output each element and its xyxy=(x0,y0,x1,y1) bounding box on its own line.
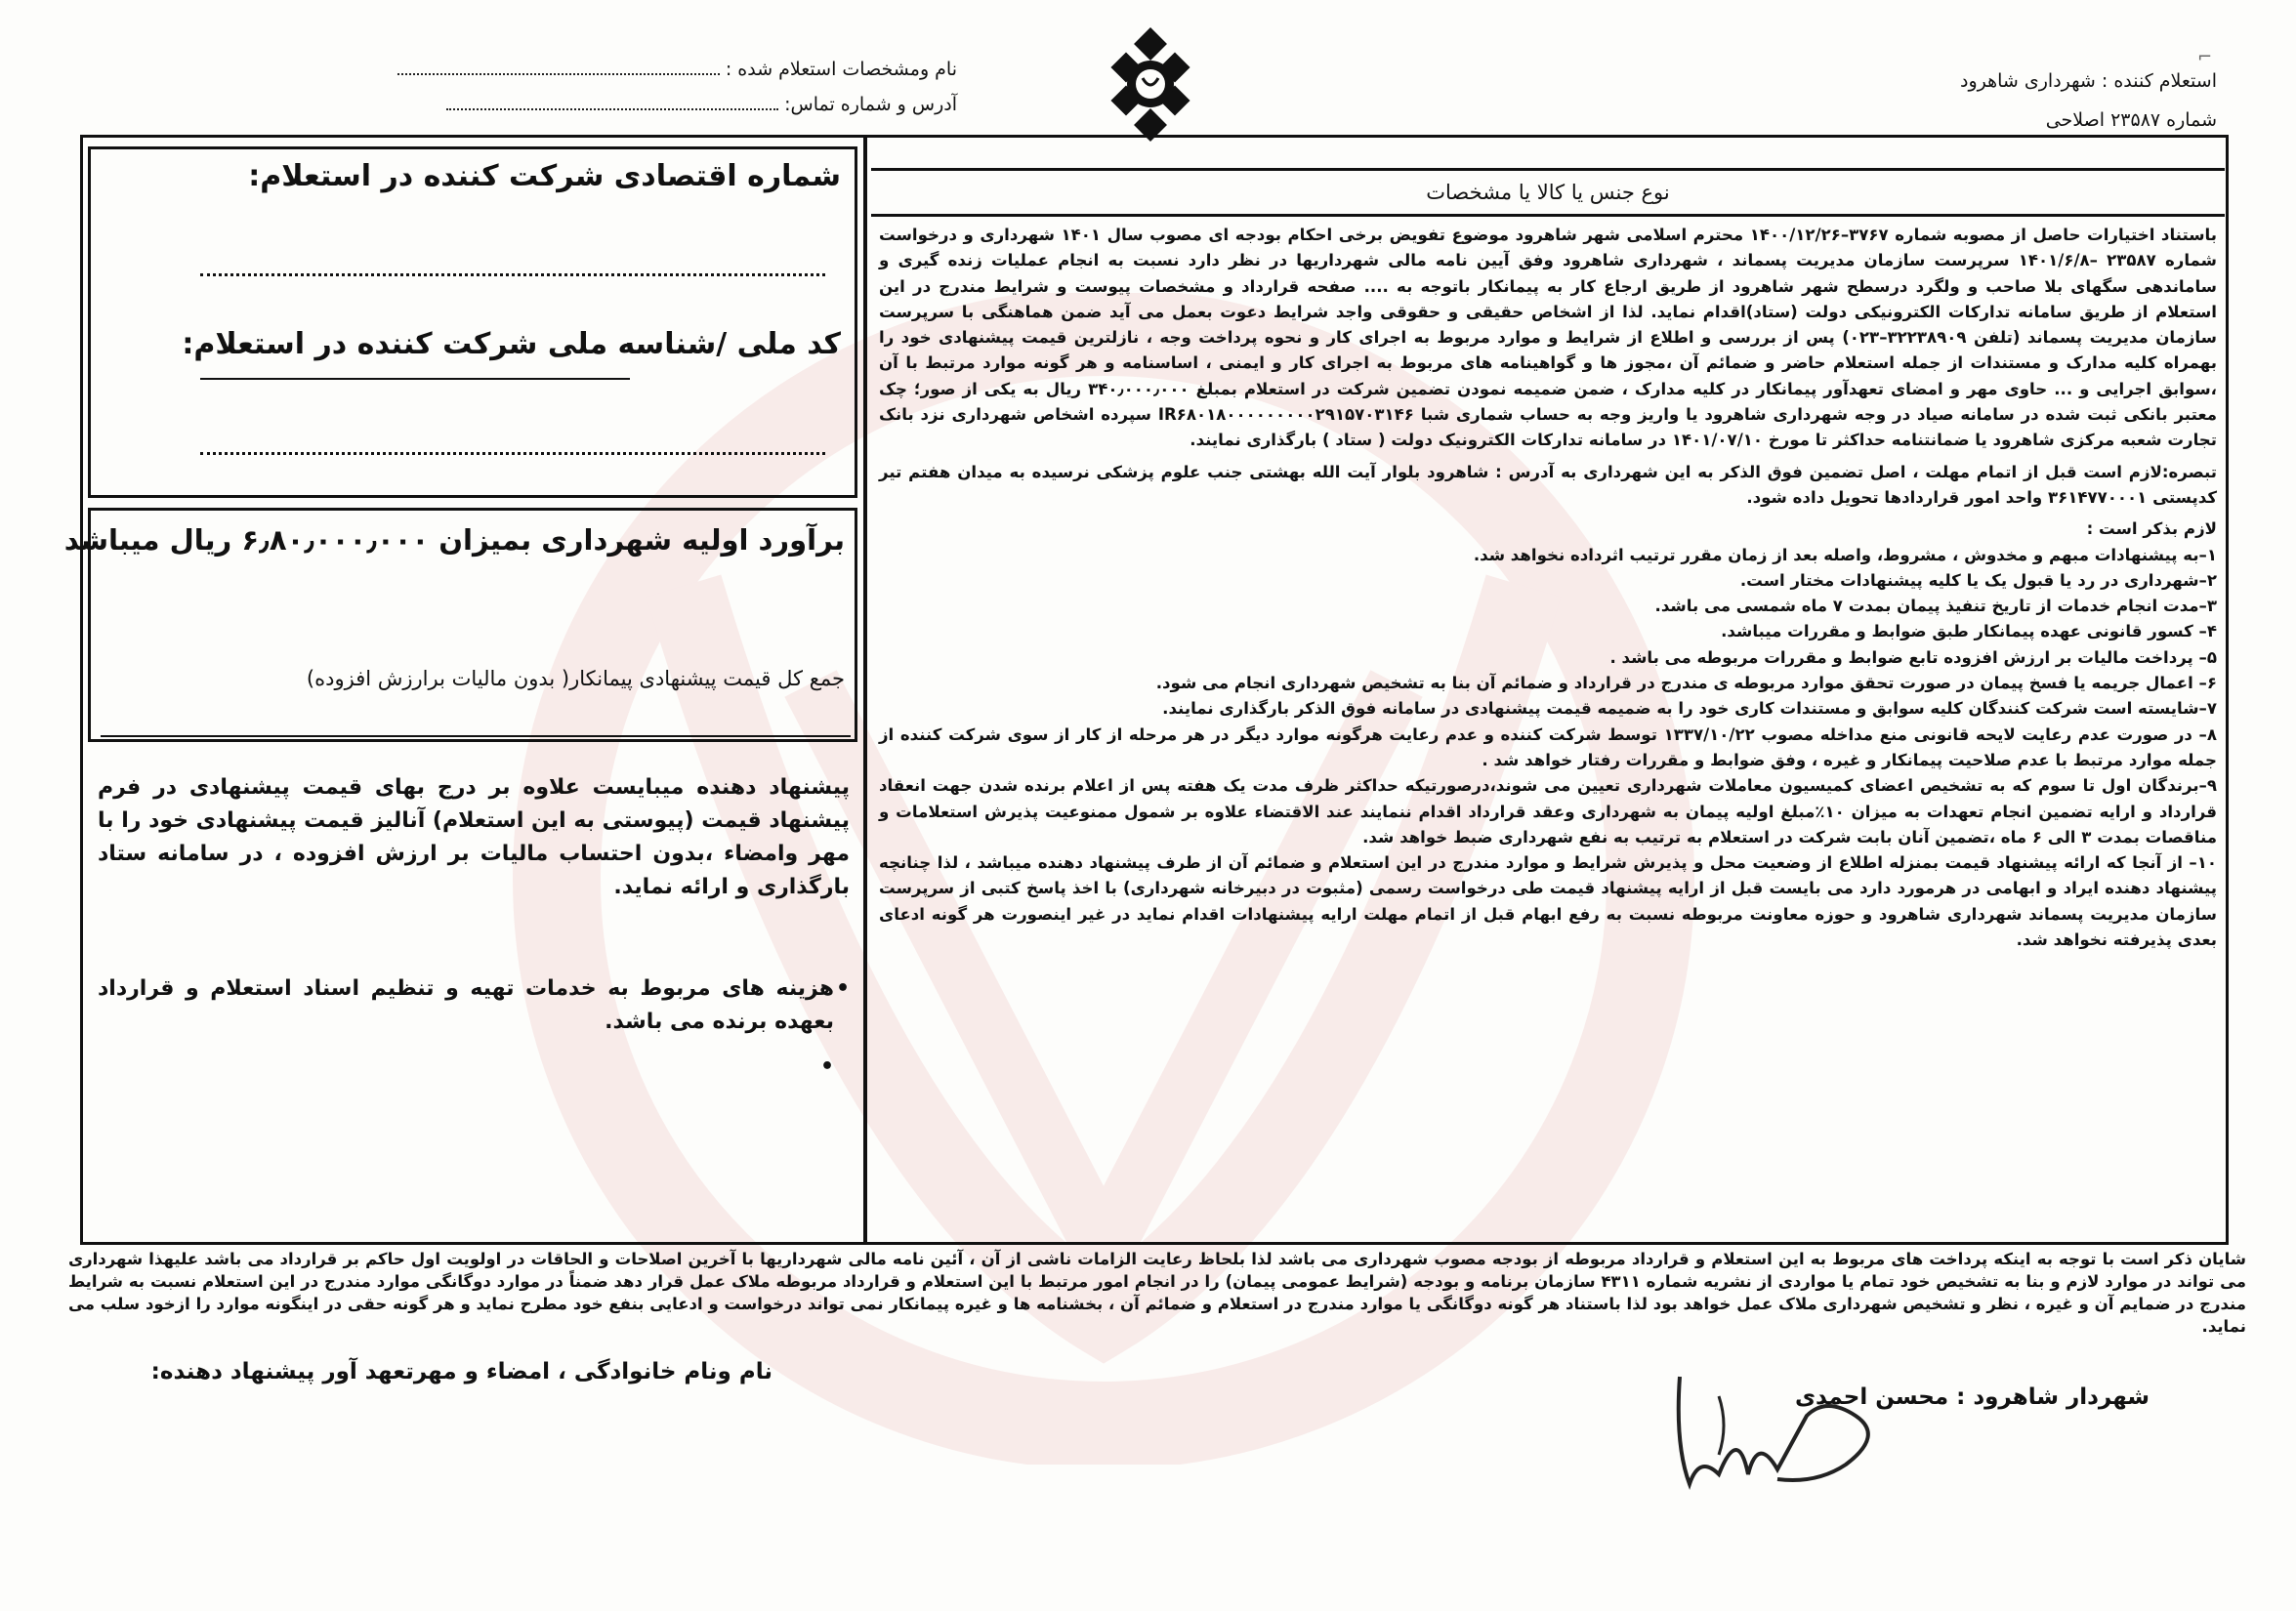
left-note-analysis xyxy=(98,771,850,904)
list-item: ۱–به پیشنهادات مبهم و مخدوش ، مشروط، واصله بعد از زمان مقرر ترتیب اثرداده نخواهد شد. xyxy=(1473,545,2217,564)
list-item: ۶– اعمال جریمه یا فسخ پیمان در صورت تحقق موارد مربوطه ی مندرج در قرارداد و ضمائم آن بنا به تشخیص شهرداری انجام می شود. xyxy=(1155,674,2217,693)
national-id-title: کد ملی /شناسه ملی شرکت کننده در استعلام: xyxy=(182,327,841,361)
total-price-label: جمع کل قیمت پیشنهادی پیمانکار( بدون مالیات برارزش افزوده) xyxy=(306,667,845,690)
inquired-name-row xyxy=(361,57,957,82)
address-field[interactable] xyxy=(446,108,778,110)
estimate-box xyxy=(63,508,857,742)
address-row xyxy=(361,92,957,117)
mayor-label: شهردار شاهرود : محسن احمدی xyxy=(1794,1384,2150,1410)
list-item: ۷–شایسته است شرکت کنندگان کلیه سوابق و مستندات کاری خود را به ضمیمه قیمت پیشنهادی در سامانه فوق الذکر بارگذاری نمایند. xyxy=(1162,699,2217,719)
economic-code-field[interactable] xyxy=(200,271,825,276)
inquired-name-field[interactable] xyxy=(397,73,720,75)
reference-number: شماره ۲۳۵۸۷ اصلاحی xyxy=(2045,109,2217,131)
inquiry-body xyxy=(879,223,2217,953)
national-id-underline xyxy=(200,376,630,380)
initial-estimate: برآورد اولیه شهرداری بمیزان ۶٫۸۰٫۰۰۰٫۰۰۰ ریال میباشد xyxy=(63,523,845,557)
left-note-costs xyxy=(98,972,850,1039)
inquirer-label: استعلام کننده : شهرداری شاهرود xyxy=(1960,70,2217,92)
bullet-icon: • xyxy=(835,976,850,1001)
list-item: ۱۰– از آنجا که ارائه پیشنهاد قیمت بمنزله اطلاع از وضعیت محل و پذیرش شرایط و موارد مندرج در این استعلام و ضمائم آن از طرف پیشنهاد دهنده میباشد ، لذا چنانچه پیشنهاد دهنده ایراد و ابهامی در هرمورد دارد می بایست قبل از ارایه پیشنهاد قیمت طی درخواست رسمی (مثبوت در دبیرخانه شهرداری) با اخذ پاسخ کتبی از سرپرست سازمان مدیریت پسماند شهرداری شاهرود و حوزه معاونت مربوطه نسبت به رفع ابهام قبل از اتمام مهلت ارایه پیشنهادات اقدام نماید در غیر اینصورت هر گونه ادعای بعدی پذیرفته نخواهد شد. xyxy=(879,853,2217,950)
list-item: ۸– در صورت عدم رعایت لایحه قانونی منع مداخله مصوب ۱۳۳۷/۱۰/۲۲ توسط شرکت کننده و عدم رعایت هرگونه موارد دیگر در هر مرحله از کار از سوی شرکت کننده از جمله موارد مرتبط با عدم صلاحیت پیمانکار و غیره ، وفق ضوابط و مقررات رفتار خواهد شد . xyxy=(879,724,2217,769)
list-item: ۳–مدت انجام خدمات از تاریخ تنفیذ پیمان بمدت ۷ ماه شمسی می باشد. xyxy=(1654,597,2217,616)
list-item: ۵– پرداخت مالیات بر ارزش افزوده تابع ضوابط و مقررات مربوطه می باشد . xyxy=(1609,647,2217,667)
column-divider xyxy=(863,135,867,1245)
costs-note-text: هزینه های مربوط به خدمات تهیه و تنظیم اسناد استعلام و قرارداد بعهده برنده می باشد. xyxy=(98,976,834,1034)
inquired-name-label: نام ومشخصات استعلام شده : xyxy=(725,59,957,80)
total-price-field[interactable] xyxy=(101,735,851,737)
note-paragraph: تبصره:لازم است قبل از اتمام مهلت ، اصل تضمین فوق الذکر به این شهرداری به آدرس : شاهرود بلوار آیت الله بهشتی جنب علوم پزشکی نرسیده به میدان هفتم تیر کدپستی ۳۶۱۴۷۷۰۰۰۱ واحد امور قراردادها تحویل داده شود. xyxy=(879,462,2217,507)
municipality-logo xyxy=(1102,27,1199,145)
list-item: ۹–برندگان اول تا سوم که به تشخیص اعضای کمیسیون معاملات شهرداری تعیین می شوند،درصورتیکه حداکثر ظرف مدت یک هفته پس از اعلام برنده شدن جهت انعقاد قرارداد و ارایه تضمین انجام تعهدات به میزان ۱۰٪مبلغ اولیه پیمان به شهرداری وعقد قرارداد اقدام ننمایند عند الاقتضاء علاوه بر شمول ممنوعیت پذیرش استعلامات و مناقصات بمدت ۳ الی ۶ ماه ،تضمین آنان بابت شرکت در استعلام به ترتیب به نفع شهرداری ضبط خواهد شد. xyxy=(879,776,2217,847)
analysis-note-text: پیشنهاد دهنده میبایست علاوه بر درج بهای قیمت پیشنهادی در فرم پیشنهاد قیمت (پیوستی به این استعلام) آنالیز قیمت پیشنهادی خود را با مهر وامضاء ،بدون احتساب مالیات بر ارزش افزوده ، در سامانه ستاد بارگذاری و ارائه نماید. xyxy=(98,775,850,899)
economic-code-title: شماره اقتصادی شرکت کننده در استعلام: xyxy=(248,159,841,193)
goods-title: نوع جنس یا کالا یا مشخصات xyxy=(871,168,2225,217)
list-item: ۲–شهرداری در رد یا قبول یک یا کلیه پیشنهادات مختار است. xyxy=(1739,570,2217,590)
address-label: آدرس و شماره تماس: xyxy=(784,94,957,115)
national-id-field[interactable] xyxy=(200,450,825,455)
bidder-signature-label: نام ونام خانوادگی ، امضاء و مهرتعهد آور پیشنهاد دهنده: xyxy=(150,1359,772,1384)
remind-title: لازم بذکر است : xyxy=(2086,519,2217,539)
handwritten-signature xyxy=(1660,1357,1904,1504)
bullet-icon-empty: • xyxy=(820,1054,835,1079)
company-info-box xyxy=(88,146,857,498)
corner-mark-icon: ⌐ xyxy=(2197,47,2213,67)
intro-paragraph: باستناد اختیارات حاصل از مصوبه شماره ۳۷۶۷–۱۴۰۰/۱۲/۲۶ محترم اسلامی شهر شاهرود موضوع تفویض برخی احکام بودجه ای مصوب سال ۱۴۰۱ شهرداری و درخواست شماره ۲۳۵۸۷ –۱۴۰۱/۶/۸ سرپرست سازمان مدیریت پسماند ، شهرداری شاهرود وفق آیین نامه مالی شهرداریها در نظر دارد نسبت به انجام عملیات زنده گیری و ساماندهی سگهای بلا صاحب و ولگرد درسطح شهر شاهرود از طریق ارجاع کار به پیمانکار باتوجه به .... صفحه قرارداد و مشخصات پیوست و شرایط مندرج در این استعلام از طریق سامانه تدارکات الکترونیکی دولت (ستاد)اقدام نماید. لذا از اشخاص حقیقی و حقوقی واجد شرایط دعوت بعمل می آید ضمن هماهنگی با سرپرست سازمان مدیریت پسماند (تلفن ۳۲۲۳۸۹۰۹–۰۲۳) پس از بررسی و اطلاع از شرایط و موارد مربوط به اجرای کار و نحوه پرداخت وجه ، نازلترین قیمت پیشنهادی خود را بهمراه کلیه مدارک و مستندات از جمله استعلام حاضر و ضمائم آن ،مجوز ها و گواهینامه های مربوط به اجرای کار و ایمنی ، اساسنامه و هر گونه موارد مرتبط با آن ،سوابق اجرایی و ... حاوی مهر و امضای تعهدآور پیمانکار در کلیه مدارک ، ضمن ضمیمه نمودن تضمین شرکت در استعلام بمبلغ ۳۴۰٫۰۰۰٫۰۰۰ ریال به یکی از صور؛ چک معتبر بانکی ثبت شده در سامانه صیاد در وجه شهرداری شاهرود یا واریز وجه به حساب شمارى شبا IR۶۸۰۱۸۰۰۰۰۰۰۰۰۰۲۹۱۵۷۰۳۱۴۶ سپرده اشخاص شهرداری نزد بانک تجارت شعبه مرکزی شاهرود یا ضمانتنامه حداکثر تا مورخ ۱۴۰۱/۰۷/۱۰ در سامانه تدارکات الکترونیک دولت ( ستاد ) بارگذاری نمایند. xyxy=(879,226,2217,450)
list-item: ۴– کسور قانونی عهده پیمانکار طبق ضوابط و مقررات میباشد. xyxy=(1721,622,2217,641)
conditions-list xyxy=(879,543,2217,954)
footer-paragraph: شایان ذکر است با توجه به اینکه پرداخت های مربوط به این استعلام و قرارداد مربوطه از بودجه مصوب شهرداری می باشد لذا بلحاظ رعایت الزامات ناشی از آن ، آئین نامه مالی شهرداریها با آخرین اصلاحات و الحاقات در اولویت اول حاکم بر قرارداد می باشد علیهذا شهرداری می تواند در موارد لازم و بنا به تشخیص خود تمام یا مواردی از نشریه شماره ۴۳۱۱ سازمان برنامه و بودجه (شرایط عمومی پیمان) را در انجام امور مرتبط با این استعلام و قرارداد مربوطه ملاک عمل قرار دهد ضمناً در موارد دوگانگی موارد مندرج در این استعلام نسبت به شرایط مندرج در ضمایم آن و غیره ، نظر و تشخیص شهرداری ملاک عمل خواهد بود لذا باستناد هر گونه دوگانگی یا موارد مندرج در استعلام و ضمائم آن ، بخشنامه ها و غیره پیمانکار نمی تواند درخواست و ادعایی بنفع خود مطرح نماید و هر گونه حقی در اینگونه موارد را ازخود سلب می نماید. xyxy=(68,1250,2246,1336)
